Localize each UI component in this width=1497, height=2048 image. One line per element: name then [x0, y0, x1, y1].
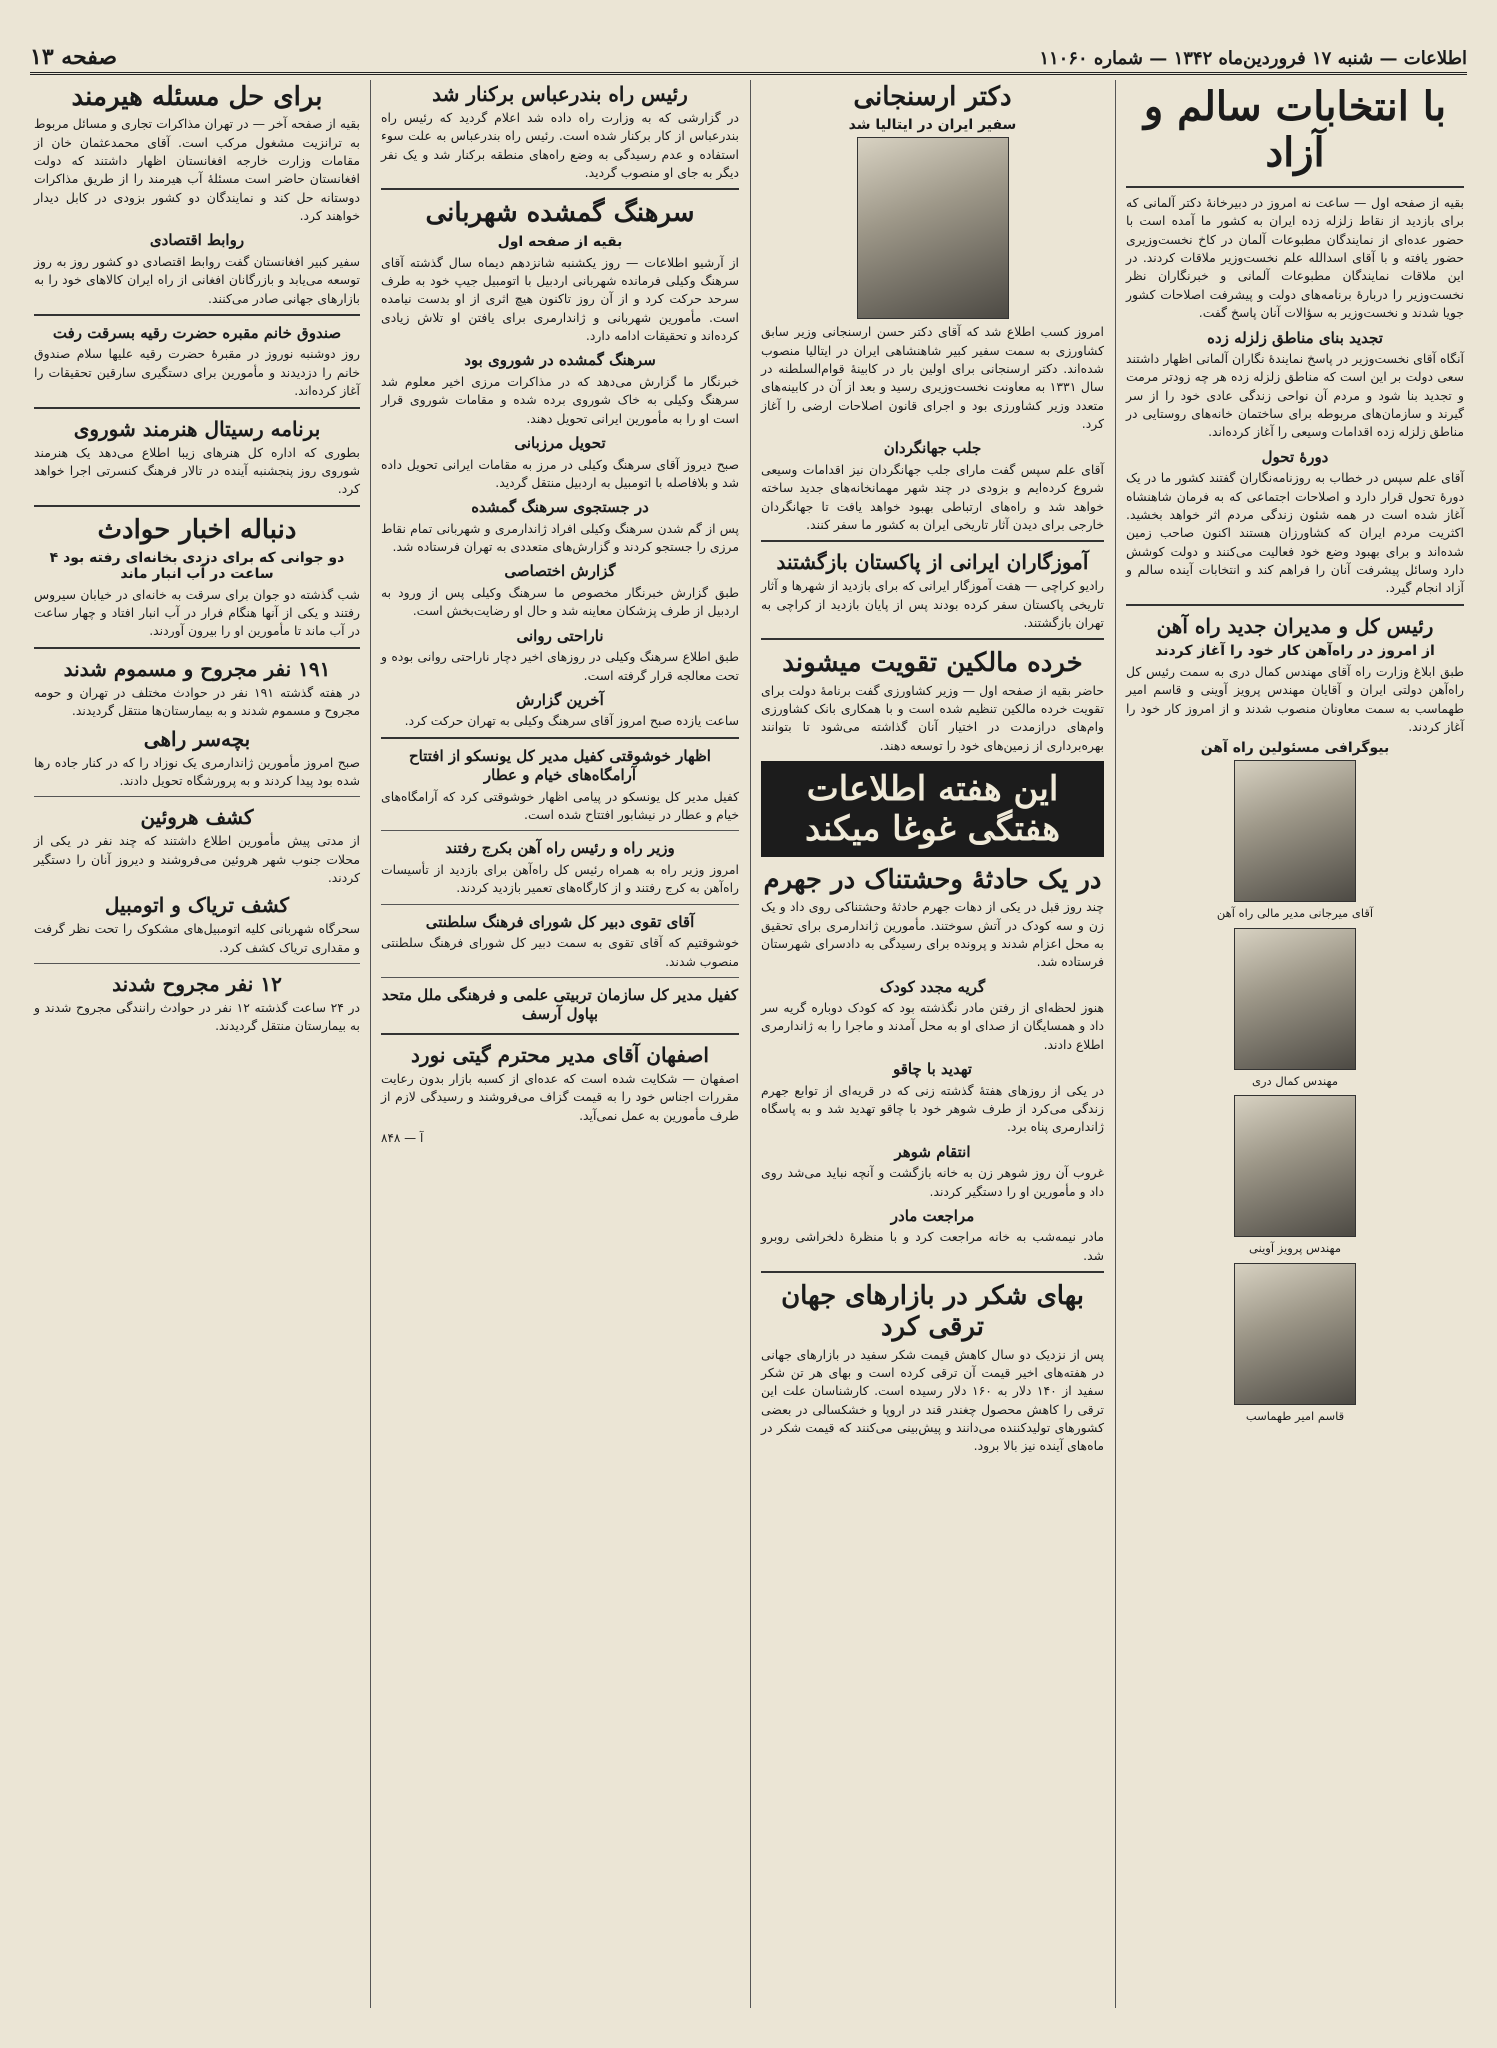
divider	[34, 647, 360, 649]
headline-unesco-deputy: کفیل مدیر کل سازمان تربیتی علمی و فرهنگی ملل متحد بپاول آرسف	[381, 985, 739, 1024]
portrait-photo	[1234, 1263, 1356, 1405]
headline-bandar-abbas: رئیس راه بندرعباس برکنار شد	[432, 82, 688, 106]
article-text: سفیر کبیر افغانستان گفت روابط اقتصادی دو کشور روز به روز توسعه می‌یابد و بازرگانان افغانی از راه ایران کالاهای خود را به بازارهای جهانی صادر می‌کنند.	[34, 253, 360, 306]
article-text: غروب آن روز شوهر زن به خانه بازگشت و آنچه نباید می‌شد روی داد و مأمورین او را دستگیر کردند.	[761, 1165, 1104, 1199]
headline-helmand: برای حل مسئله هیرمند	[71, 82, 323, 112]
article-text: صبح دیروز آقای سرهنگ وکیلی در مرز به مقامات ایرانی تحویل داده شد و بلافاصله با اتومبیل به اردبیل منتقل گردید.	[381, 456, 739, 490]
subheading: روابط اقتصادی	[149, 231, 245, 250]
headline-taghavi: آقای تقوی دبیر کل شورای فرهنگ سلطنتی	[425, 912, 695, 931]
divider	[381, 1033, 739, 1035]
article-text: پس از گم شدن سرهنگ وکیلی افراد ژاندارمری و شهربانی تمام نقاط مرزی را جستجو کردند و گزارش‌های متعددی به تهران فرستاده شد.	[381, 520, 739, 555]
portrait-photo	[1234, 928, 1356, 1070]
subheading: سفیر ایران در ایتالیا شد	[848, 117, 1017, 134]
divider	[381, 904, 739, 905]
article-text: روز دوشنبه نوروز در مقبرهٔ حضرت رقیه علیها سلام صندوق خانم را دزدیدند و مأمورین برای دستگیری سارقین تحقیقات را آغاز کرده‌اند.	[34, 346, 360, 399]
column-center-left	[375, 80, 745, 2008]
headline-injured-12: ۱۲ نفر مجروح شدند	[112, 972, 282, 997]
divider	[34, 505, 360, 507]
article-text: خبرنگار ما گزارش می‌دهد که در مذاکرات مرزی اخیر معلوم شد سرهنگ وکیلی به خاک شوروی برده شده و مقامات شوروی قرار است او را به مأمورین ایرانی تحویل دهند.	[381, 373, 739, 426]
divider	[381, 830, 739, 831]
divider	[381, 977, 739, 978]
portrait-photo	[857, 137, 1009, 319]
print-code: آ — ۸۴۸	[381, 1130, 424, 1145]
article-text: طبق اطلاع سرهنگ وکیلی در روزهای اخیر دچار ناراحتی روانی بوده و تحت معالجه قرار گرفته است.	[381, 649, 739, 683]
headline-small-landowners: خرده مالکین تقویت میشوند	[782, 648, 1083, 679]
article-text: سحرگاه شهربانی کلیه اتومبیل‌های مشکوک را تحت نظر گرفت و مقداری تریاک کشف کرد.	[34, 921, 360, 955]
headline-minister-karaj: وزیر راه و رئیس راه آهن بکرج رفتند	[445, 839, 675, 858]
headline-abandoned-baby: بچه‌سر راهی	[143, 726, 251, 751]
subheading: گریه مجدد کودک	[879, 977, 986, 996]
column-left	[28, 80, 366, 2008]
divider	[761, 540, 1104, 542]
subheading: دو جوانی که برای دزدی بخانه‌ای رفته بود ۴ ساعت در آب انبار ماند	[49, 549, 345, 582]
subheading: جلب جهانگردان	[883, 439, 982, 458]
divider	[34, 407, 360, 409]
subheading: تحویل مرزبانی	[514, 434, 606, 452]
divider	[761, 638, 1104, 640]
article-text: چند روز قبل در یکی از دهات جهرم حادثهٔ وحشتناکی روی داد و یک زن و سه کودک در آتش سوختند. مأمورین ژاندارمری برای تحقیق به محل اعزام شدند و پرونده برای رسیدگی به دادسرای شهرستان فرستاده شد.	[761, 899, 1104, 970]
article-text: در یکی از روزهای هفتهٔ گذشته زنی که در قریه‌ای از توابع جهرم زندگی می‌کرد از طرف شوهر خود با چاقو تهدید شد و به پاسگاه ژاندارمری پناه برد.	[761, 1082, 1104, 1135]
article-text: طبق گزارش خبرنگار مخصوص ما سرهنگ وکیلی پس از ورود به اردبیل از طرف پزشکان معاینه شد و حال او رضایت‌بخش است.	[381, 584, 739, 619]
article-text: بقیه از صفحه آخر — در تهران مذاکرات تجاری و مسائل مربوط به ترانزیت مشغول مرکب است. آقای محمدعثمان خان از مقامات وزارت خارجه افغانستان اظهار داشتند که دولت افغانستان حاضر است مسئلهٔ آب هیرمند را از طریق مذاکرات دوستانه حل کند و نمایندگان دو کشور بزودی در کابل دیدار خواهند کرد.	[34, 116, 360, 223]
divider	[34, 314, 360, 316]
article-text: آقای علم سپس گفت مارای جلب جهانگردان نیز اقدامات وسیعی شروع کرده‌ایم و بزودی در چند شهر مهمانخانه‌های جدید ساخته خواهد شد و راه‌های ارتباطی بهبود خواهد یافت تا جهانگردان خارجی برای دیدن آثار تاریخی ایران به کشور ما سفر کنند.	[761, 461, 1104, 532]
photo-caption: آقای میرجانی مدیر مالی راه آهن	[1216, 906, 1374, 921]
photo-caption: مهندس کمال دری	[1252, 1073, 1338, 1088]
article-text: طبق ابلاغ وزارت راه آقای مهندس کمال دری به سمت رئیس کل راه‌آهن دولتی ایران و آقایان مهندس پرویز آوینی و قاسم امیر طهماسب به سمت معاونان منصوب شدند و از امروز کار خود را آغاز کردند.	[1126, 663, 1464, 734]
article-text: صبح امروز مأمورین ژاندارمری یک نوزاد را که در کنار جاده رها شده بود پیدا کردند و به پرورشگاه تحویل دادند.	[34, 754, 360, 788]
masthead-date-line: اطلاعات — شنبه ۱۷ فروردین‌ماه ۱۳۴۲ — شماره ۱۱۰۶۰	[1039, 48, 1467, 69]
subheading: مراجعت مادر	[890, 1206, 975, 1225]
article-text: کفیل مدیر کل یونسکو در پیامی اظهار خوشوقتی کرد که آرامگاه‌های خیام و عطار در نیشابور افتتاح شده است.	[381, 788, 739, 823]
headline-recital: برنامه رسیتال هنرمند شوروی	[73, 416, 321, 441]
divider	[761, 1271, 1104, 1273]
divider	[381, 737, 739, 739]
headline-arsanjani: دکتر ارسنجانی	[853, 82, 1012, 112]
divider	[34, 963, 360, 964]
article-text: در ۲۴ ساعت گذشته ۱۲ نفر در حوادث رانندگی مجروح شدند و به بیمارستان منتقل گردیدند.	[34, 1000, 360, 1034]
divider	[34, 796, 360, 797]
headline-unesco: اظهار خوشوقتی کفیل مدیر کل یونسکو از افتتاح آرامگاه‌های خیام و عطار	[409, 746, 711, 785]
date-line: شنبه ۱۷ فروردین‌ماه ۱۳۴۲ — شماره ۱۱۰۶۰	[1039, 48, 1374, 69]
headline-incidents: دنباله اخبار حوادث	[97, 514, 297, 545]
article-text: ساعت یازده صبح امروز آقای سرهنگ وکیلی به تهران حرکت کرد.	[404, 713, 739, 729]
headline-sugar-prices: بهای شکر در بازارهای جهان ترقی کرد	[781, 1281, 1084, 1343]
column-center-right	[755, 80, 1110, 2008]
article-text: حاضر بقیه از صفحه اول — وزیر کشاورزی گفت برنامهٔ دولت برای تقویت خرده مالکین تنظیم شده است و با همکاری بانک کشاورزی وام‌های درازمدت در اختیار آنان گذاشته می‌شود تا بتوانند بهره‌برداری از زمین‌های خود را توسعه دهند.	[761, 682, 1104, 753]
headline-jahrom-incident: در یک حادثهٔ وحشتناک در جهرم	[763, 864, 1102, 895]
divider	[381, 188, 739, 190]
article-text: از مدتی پیش مأمورین اطلاع داشتند که چند نفر در یکی از محلات جنوب شهر هروئین می‌فروشند و دیروز آنان را دستگیر کردند.	[34, 833, 360, 885]
headline-railway-directors: رئیس کل و مدیران جدید راه آهن	[1156, 613, 1434, 638]
divider	[1126, 604, 1464, 606]
article-text: پس از نزدیک دو سال کاهش قیمت شکر سفید در بازارهای جهانی در هفته‌های اخیر قیمت آن ترقی کرده است و بهای هر تن شکر سفید از ۱۴۰ دلار به ۱۶۰ دلار رسیده است. کارشناسان علت این ترقی را کاهش محصول چغندر قند در اروپا و خشکسالی در بعضی کشورهای تولیدکننده می‌دانند و پیش‌بینی می‌کنند که قیمت شکر در ماه‌های آینده نیز بالا برود.	[761, 1346, 1104, 1454]
column-divider	[1115, 80, 1116, 2008]
headline-teachers-pakistan: آموزگاران ایرانی از پاکستان بازگشتند	[776, 550, 1089, 575]
subheading: بیوگرافی مسئولین راه آهن	[1200, 740, 1390, 757]
portrait-photo	[1234, 760, 1356, 902]
headline-free-elections: با انتخابات سالم و آزاد	[1143, 83, 1447, 176]
subheading: آخرین گزارش	[516, 690, 604, 709]
column-divider	[750, 80, 751, 2008]
masthead	[30, 44, 1467, 75]
subheading: گزارش اختصاصی	[504, 562, 616, 581]
subheading: دورهٔ تحول	[1261, 447, 1329, 466]
article-text: در گزارشی که به وزارت راه داده شد اعلام گردید که رئیس راه بندرعباس از کار برکنار شده است. رئیس راه بندرعباس به علت سوء استفاده و عدم رسیدگی به وضع راه‌های منطقه برکنار شد و یک نفر دیگر به جای او منصوب گردید.	[381, 110, 739, 181]
headline-opium: کشف تریاک و اتومبیل	[104, 893, 290, 918]
article-text: آنگاه آقای نخست‌وزیر در پاسخ نمایندهٔ نگاران آلمانی اظهار داشتند سعی دولت بر این است که مناطق زلزله زده هر چه زودتر مرمت و تجدید بنا شود و مردم آن نواحی زندگی عادی خود را از سر گیرند و سازمان‌های مربوطه برای ساختمان خانه‌های روستایی در مناطق زلزله زده اقدامات وسیعی را آغاز کرده‌اند.	[1126, 351, 1464, 440]
article-text: بطوری که اداره کل هنرهای زیبا اطلاع می‌دهد یک هنرمند شوروی روز پنجشنبه آینده در تالار فرهنگ کنسرتی اجرا خواهد کرد.	[34, 444, 360, 497]
article-text: رادیو کراچی — هفت آموزگار ایرانی که برای بازدید از شهرها و آثار تاریخی پاکستان سفر کرده بودند پس از پایان بازدید از کراچی به تهران بازگشتند.	[761, 578, 1104, 630]
photo-caption: مهندس پرویز آوینی	[1249, 1241, 1341, 1256]
subheading: در جستجوی سرهنگ گمشده	[471, 498, 649, 517]
subheading: تهدید با چاقو	[893, 1060, 972, 1079]
article-text: امروز وزیر راه به همراه رئیس کل راه‌آهن برای بازدید از تأسیسات راه‌آهن به کرج رفتند و از کارگاه‌های تعمیر بازدید کردند.	[381, 861, 739, 896]
column-divider	[370, 80, 371, 2008]
article-text: از آرشیو اطلاعات — روز یکشنبه شانزدهم دیماه سال گذشته آقای سرهنگ وکیلی فرمانده شهربانی اردبیل با اتومبیل جیپ خود به طرف سرحد حرکت کرد و از آن روز تاکنون هیچ اثری از او بدست نیامده است. مأمورین شهربانی و ژاندارمری برای یافتن او تلاش زیادی کرده‌اند و تحقیقات ادامه دارد.	[381, 254, 739, 344]
weekly-banner: این هفته اطلاعات هفتگی غوغا میکند	[761, 761, 1104, 857]
paper-name: اطلاعات	[1403, 48, 1467, 69]
page-number: صفحه ۱۳	[30, 44, 118, 70]
article-text: اصفهان — شکایت شده است که عده‌ای از کسبه بازار بدون رعایت مقررات اجناس خود را به قیمت گزاف می‌فروشند و رسیدگی لازم از طرف مأمورین به عمل نمی‌آید.	[381, 1070, 739, 1123]
headline-injured-191: ۱۹۱ نفر مجروح و مسموم شدند	[63, 656, 331, 681]
photo-caption: قاسم امیر طهماسب	[1245, 1408, 1345, 1423]
subheading: ناراحتی روانی	[516, 626, 604, 645]
article-text: آقای علم سپس در خطاب به روزنامه‌نگاران گفتند کشور ما در یک دورهٔ تحول قرار دارد و اصلاحات اجتماعی که به فرمان شاهنشاه آغاز شده است در همه شئون زندگی مردم اثر خواهد بخشید. اکثریت مردم ایران که کشاورزان هستند اکنون صاحب زمین شده‌اند و برای بهبود وضع خود فعالیت می‌کنند و دولت کوشش دارد وسائل پیشرفت آنان را فراهم کند و انتخابات آینده سالم و آزاد انجام گیرد.	[1126, 470, 1464, 596]
divider	[1126, 186, 1464, 188]
article-text: خوشوقتیم که آقای تقوی به سمت دبیر کل شورای فرهنگ سلطنتی منصوب شدند.	[381, 935, 739, 969]
article-text: امروز کسب اطلاع شد که آقای دکتر حسن ارسنجانی وزیر سابق کشاورزی به سمت سفیر کبیر شاهنشاهی ایران در ایتالیا منصوب شده‌اند. دکتر ارسنجانی برای اولین بار در کابینهٔ قوام‌السلطنه در سال ۱۳۳۱ به معاونت نخست‌وزیری رسید و بعد از آن در کابینه‌های متعدد وزیر کشاورزی بود و اجرای قانون اصلاحات ارضی را آغاز کرد.	[761, 324, 1104, 431]
article-text: هنوز لحظه‌ای از رفتن مادر نگذشته بود که کودک دوباره گریه سر داد و همسایگان از صدای او به محل آمدند و ماجرا را به ژاندارمری اطلاع دادند.	[761, 1000, 1104, 1052]
article-text: بقیه از صفحه اول — ساعت نه امروز در دبیرخانهٔ دکتر آلمانی که برای بازدید از نقاط زلزله زده ایران به کشور ما آمده است با حضور عده‌ای از نمایندگان مطبوعات آلمان در کاخ نخست‌وزیری حضور یافته و با آقای اسدالله علم نخست‌وزیر ملاقات کردند. در این ملاقات نمایندگان مطبوعات آلمانی و خبرنگاران نظر نخست‌وزیر را دربارهٔ برنامه‌های دولت و پیشرفت اصلاحات کشور جویا شدند و نخست‌وزیر به سؤالات آنان پاسخ گفت.	[1126, 195, 1464, 321]
article-text: مادر نیمه‌شب به خانه مراجعت کرد و با منظرهٔ دلخراشی روبرو شد.	[761, 1229, 1104, 1263]
subheading: بقیه از صفحه اول	[497, 233, 623, 250]
column-right	[1120, 80, 1470, 2008]
article-text: شب گذشته دو جوان برای سرقت به خانه‌ای در خیابان سیروس رفتند و یکی از آنها هنگام فرار در آب انبار افتاد و چهار ساعت در آب ماند تا مأمورین او را بیرون آوردند.	[34, 586, 360, 639]
headline-shrine-theft: صندوق خانم مقبره حضرت رقیه بسرقت رفت	[52, 323, 342, 342]
subheading: انتقام شوهر	[894, 1142, 971, 1161]
article-text: در هفته گذشته ۱۹۱ نفر در حوادث مختلف در تهران و حومه مجروح و مسموم شدند و به بیمارستان‌ها منتقل گردیدند.	[34, 684, 360, 719]
subheading: تجدید بنای مناطق زلزله زده	[1207, 328, 1383, 347]
portrait-photo	[1234, 1095, 1356, 1237]
headline-isfahan-letter: اصفهان آقای مدیر محترم گیتی نورد	[411, 1042, 709, 1067]
subheading: از امروز در راه‌آهن کار خود را آغاز کردند	[1155, 642, 1435, 659]
headline-missing-colonel: سرهنگ گمشده شهربانی	[425, 198, 695, 229]
subheading: سرهنگ گمشده در شوروی بود	[464, 351, 656, 370]
headline-heroin: کشف هروئین	[140, 805, 254, 830]
